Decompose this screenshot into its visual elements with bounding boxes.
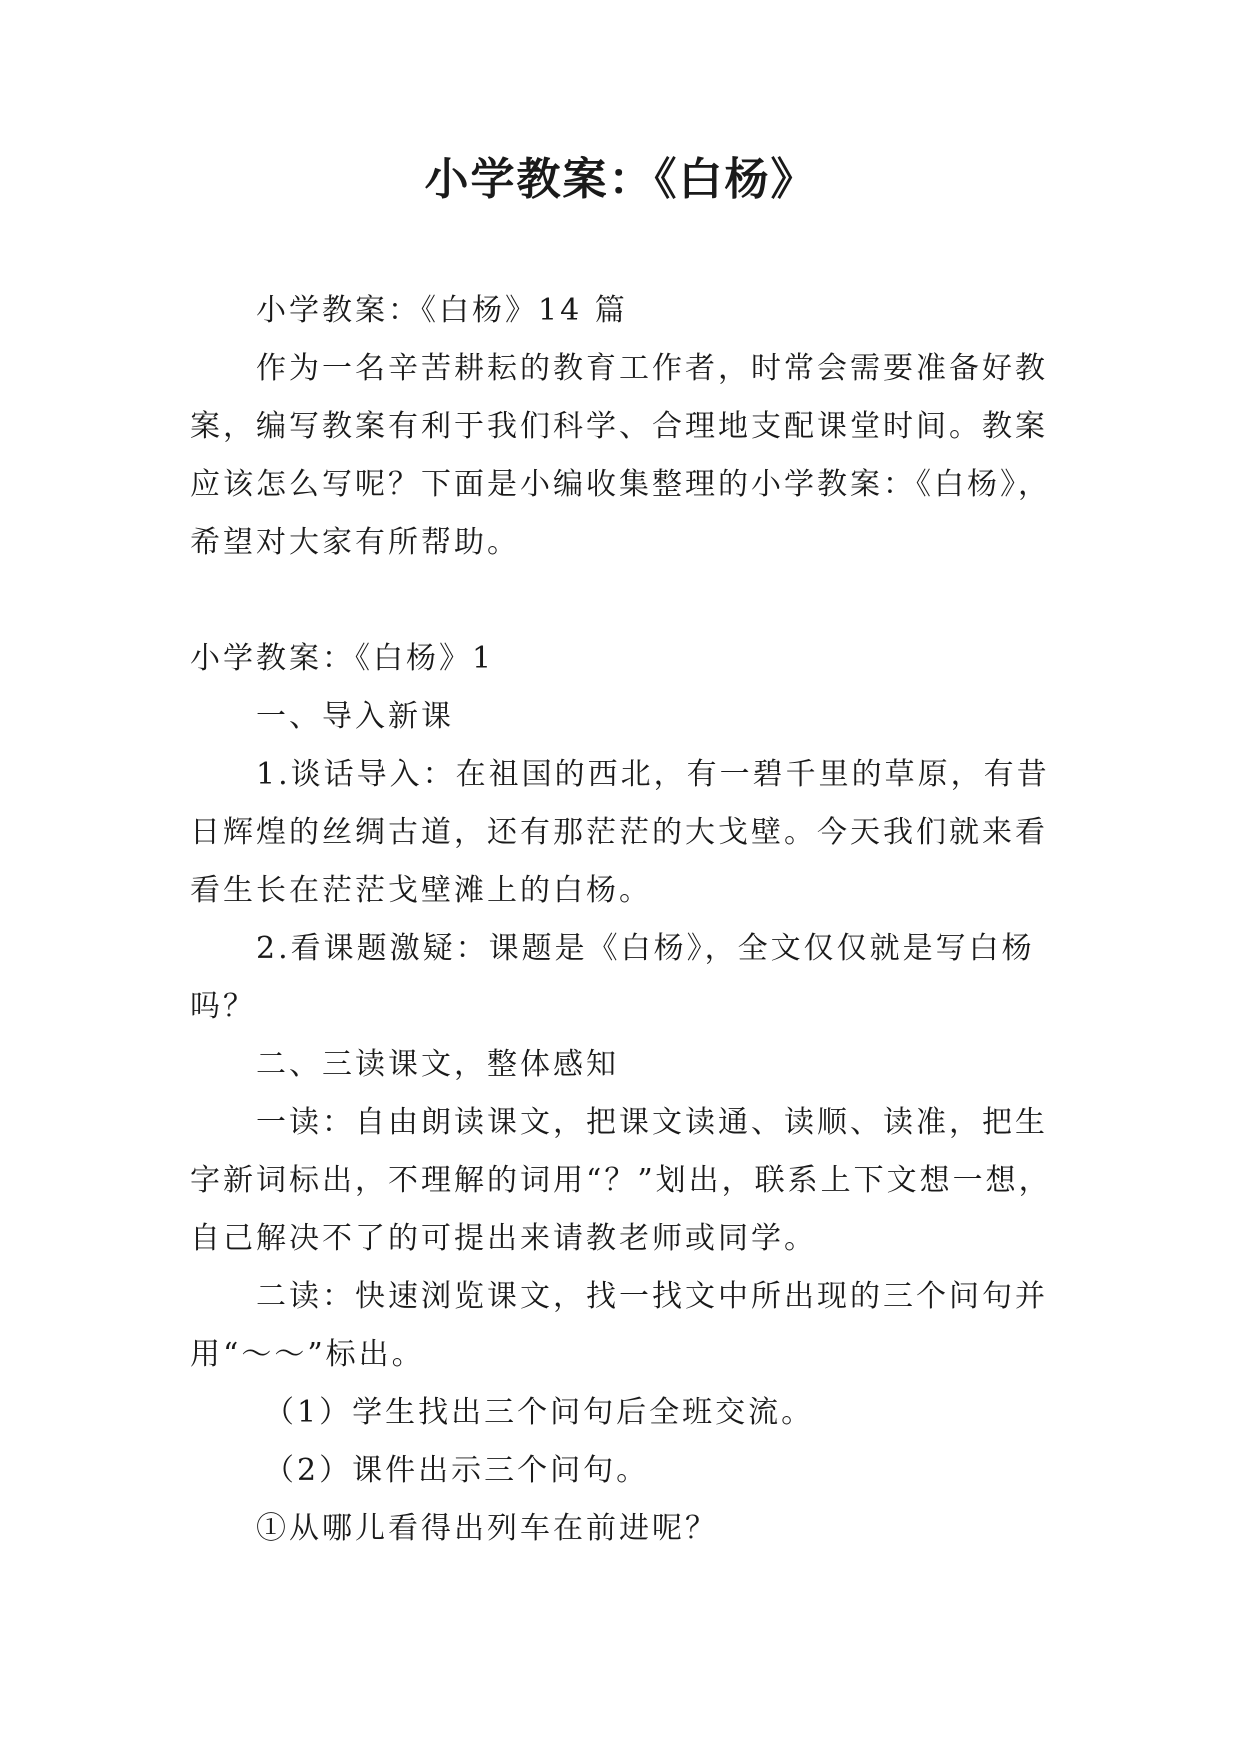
document-subtitle: 小学教案：《白杨》14 篇 bbox=[256, 293, 628, 328]
paragraph-7: （1）学生找出三个问句后全班交流。 bbox=[264, 1395, 815, 1430]
document-body bbox=[190, 282, 1056, 1558]
paragraph-gap bbox=[190, 572, 1056, 630]
paragraph-3: 2.看课题激疑：课题是《白杨》，全文仅仅就是写白杨吗？ bbox=[190, 931, 1035, 1024]
paragraph-8: （2）课件出示三个问句。 bbox=[264, 1453, 650, 1488]
paragraph-4: 二、三读课文，整体感知 bbox=[256, 1047, 619, 1082]
paragraph-2: 1.谈话导入：在祖国的西北，有一碧千里的草原，有昔日辉煌的丝绸古道，还有那茫茫的大戈壁。今天我们就来看看生长在茫茫戈壁滩上的白杨。 bbox=[190, 757, 1050, 908]
paragraph-1: 一、导入新课 bbox=[256, 699, 454, 734]
document-title: 小学教案：《白杨》 bbox=[424, 154, 817, 205]
paragraph-9: ①从哪儿看得出列车在前进呢？ bbox=[256, 1511, 718, 1546]
paragraph-6: 二读：快速浏览课文，找一找文中所出现的三个问句并用“～～”标出。 bbox=[190, 1279, 1048, 1372]
intro-paragraph: 作为一名辛苦耕耘的教育工作者，时常会需要准备好教案，编写教案有利于我们科学、合理地支配课堂时间。教案应该怎么写呢？下面是小编收集整理的小学教案：《白杨》，希望对大家有所帮助。 bbox=[190, 351, 1051, 560]
paragraph-5: 一读：自由朗读课文，把课文读通、读顺、读准，把生字新词标出，不理解的词用“？”划出，联系上下文想一想，自己解决不了的可提出来请教老师或同学。 bbox=[190, 1105, 1052, 1256]
section-heading: 小学教案：《白杨》1 bbox=[190, 641, 495, 676]
